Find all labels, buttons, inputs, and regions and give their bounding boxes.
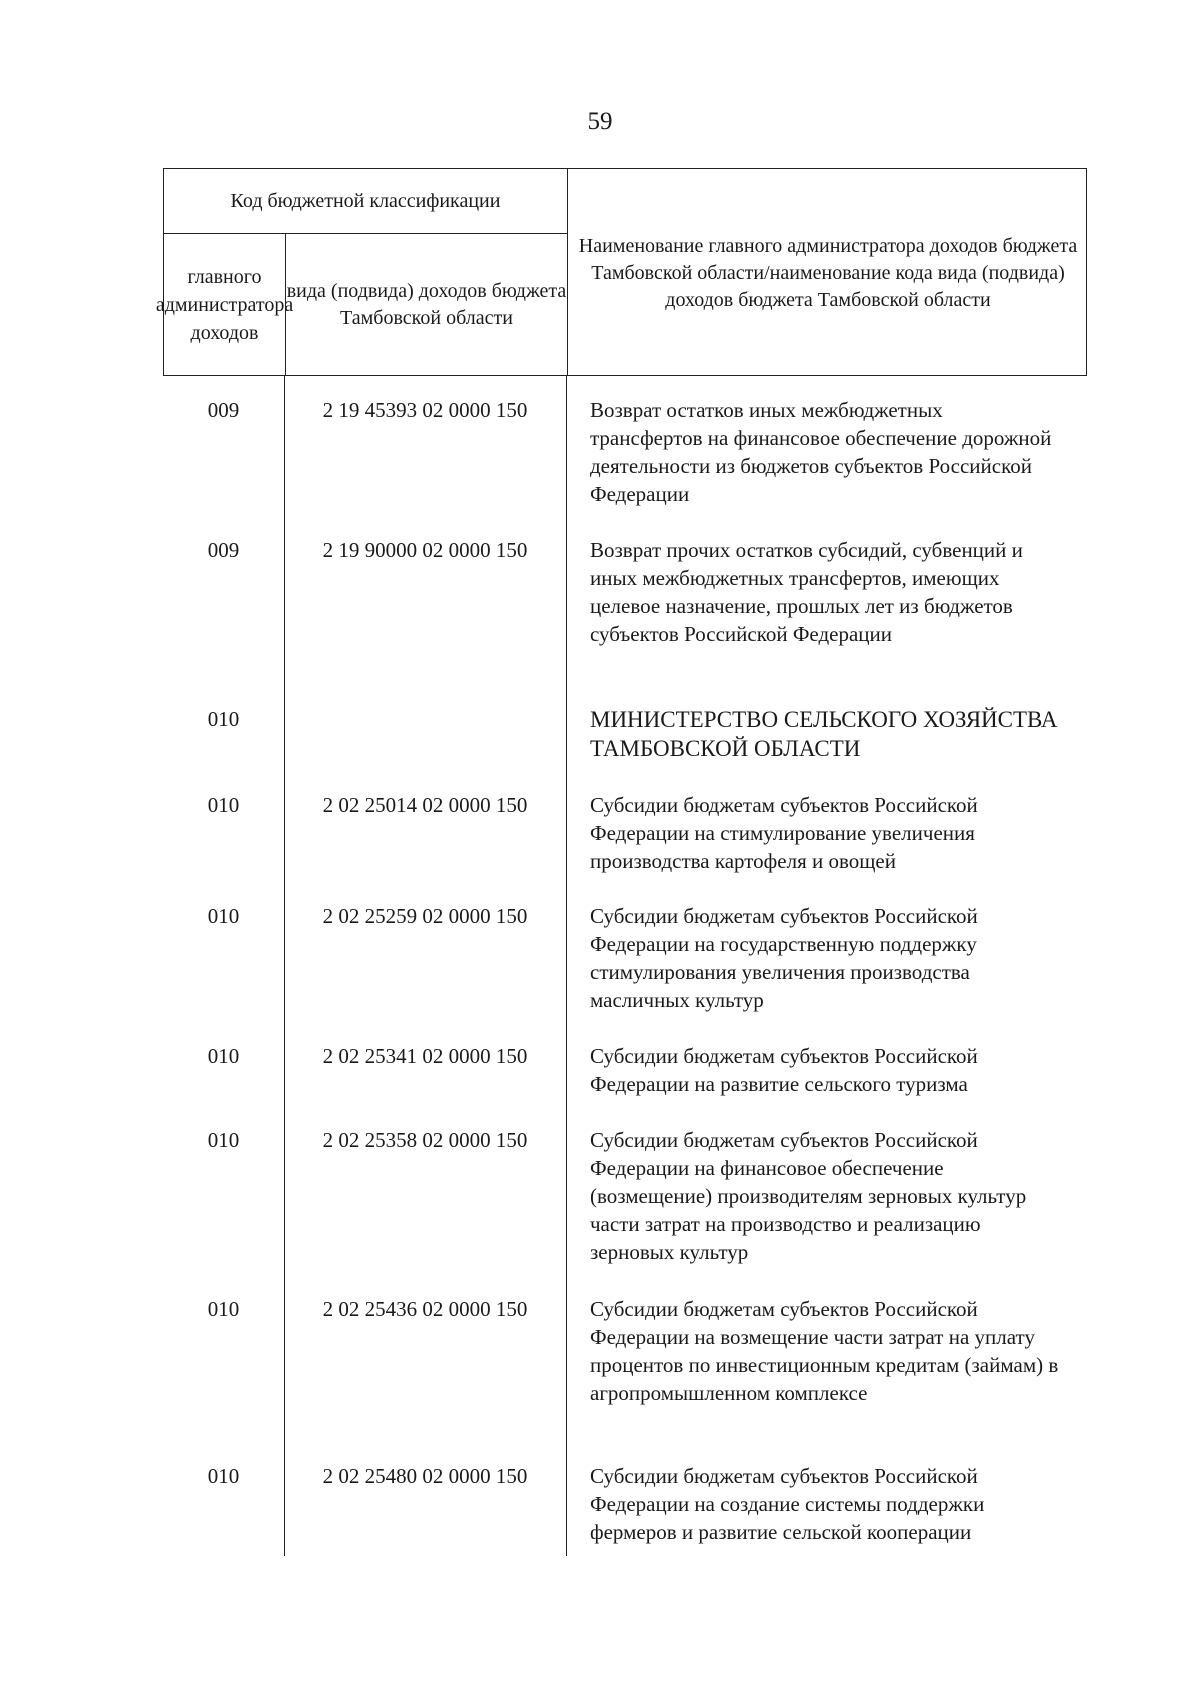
page-number: 59 bbox=[587, 108, 613, 135]
income-name-cell: Субсидии бюджетам субъектов Российской Федерации на стимулирование увеличения производства картофеля и овощей bbox=[590, 793, 978, 873]
table-row bbox=[163, 1462, 1087, 1552]
income-code-cell: 2 02 25259 02 0000 150 bbox=[322, 904, 528, 928]
admin-code-cell: 010 bbox=[207, 1464, 240, 1488]
income-code-cell: 2 19 90000 02 0000 150 bbox=[322, 538, 528, 562]
table-row bbox=[163, 536, 1087, 705]
admin-code-cell: 010 bbox=[207, 707, 240, 731]
income-code-cell: 2 02 25014 02 0000 150 bbox=[322, 793, 528, 817]
table-header bbox=[155, 168, 1087, 376]
table-body bbox=[163, 396, 1087, 1552]
income-code-cell: 2 02 25341 02 0000 150 bbox=[322, 1044, 528, 1068]
admin-code-cell: 010 bbox=[207, 1044, 240, 1068]
income-code-cell: 2 19 45393 02 0000 150 bbox=[322, 398, 528, 422]
table-row bbox=[163, 1295, 1087, 1462]
income-name-cell: Субсидии бюджетам субъектов Российской Федерации на развитие сельского туризма bbox=[590, 1044, 978, 1096]
header-admin-code: главного администратора доходов bbox=[155, 266, 294, 344]
ministry-name-cell: МИНИСТЕРСТВО СЕЛЬСКОГО ХОЗЯЙСТВА ТАМБОВСКОЙ ОБЛАСТИ bbox=[590, 707, 1058, 761]
table-row bbox=[163, 902, 1087, 1042]
admin-code-cell: 009 bbox=[207, 538, 240, 562]
admin-code-cell: 010 bbox=[207, 1128, 240, 1152]
income-code-cell: 2 02 25358 02 0000 150 bbox=[322, 1128, 528, 1152]
income-code-cell: 2 02 25480 02 0000 150 bbox=[322, 1464, 528, 1488]
table-row bbox=[163, 1042, 1087, 1126]
table-row bbox=[163, 1126, 1087, 1295]
income-name-cell: Возврат остатков иных межбюджетных трансфертов на финансовое обеспечение дорожной деятельности из бюджетов субъектов Российской Федерации bbox=[590, 398, 1052, 506]
income-name-cell: Субсидии бюджетам субъектов Российской Федерации на финансовое обеспечение (возмещение) производителям зерновых культур части затрат на производство и реализацию зерновых культур bbox=[590, 1128, 1027, 1264]
income-name-cell: Субсидии бюджетам субъектов Российской Федерации на государственную поддержку стимулирования увеличения производства масличных культур bbox=[590, 904, 978, 1012]
header-budget-classification-code: Код бюджетной классификации bbox=[230, 189, 501, 212]
admin-code-cell: 009 bbox=[207, 398, 240, 422]
admin-code-cell: 010 bbox=[207, 1297, 240, 1321]
admin-code-cell: 010 bbox=[207, 793, 240, 817]
income-name-cell: Субсидии бюджетам субъектов Российской Федерации на создание системы поддержки фермеров и развитие сельской кооперации bbox=[590, 1464, 985, 1544]
header-income-kind-code: вида (подвида) доходов бюджета Тамбовской области bbox=[286, 280, 567, 329]
admin-code-cell: 010 bbox=[207, 904, 240, 928]
table-row bbox=[163, 791, 1087, 902]
table-row bbox=[163, 396, 1087, 536]
header-name: Наименование главного администратора доходов бюджета Тамбовской области/наименование кода вида (подвида) доходов бюджета Тамбовской области bbox=[578, 234, 1078, 311]
income-code-cell: 2 02 25436 02 0000 150 bbox=[322, 1297, 528, 1321]
income-name-cell: Субсидии бюджетам субъектов Российской Федерации на возмещение части затрат на уплату процентов по инвестиционным кредитам (займам) в агропромышленном комплексе bbox=[590, 1297, 1059, 1405]
income-name-cell: Возврат прочих остатков субсидий, субвенций и иных межбюджетных трансфертов, имеющих целевое назначение, прошлых лет из бюджетов субъектов Российской Федерации bbox=[590, 538, 1023, 646]
income-code-cell bbox=[284, 705, 566, 791]
table-row-ministry bbox=[163, 705, 1087, 791]
